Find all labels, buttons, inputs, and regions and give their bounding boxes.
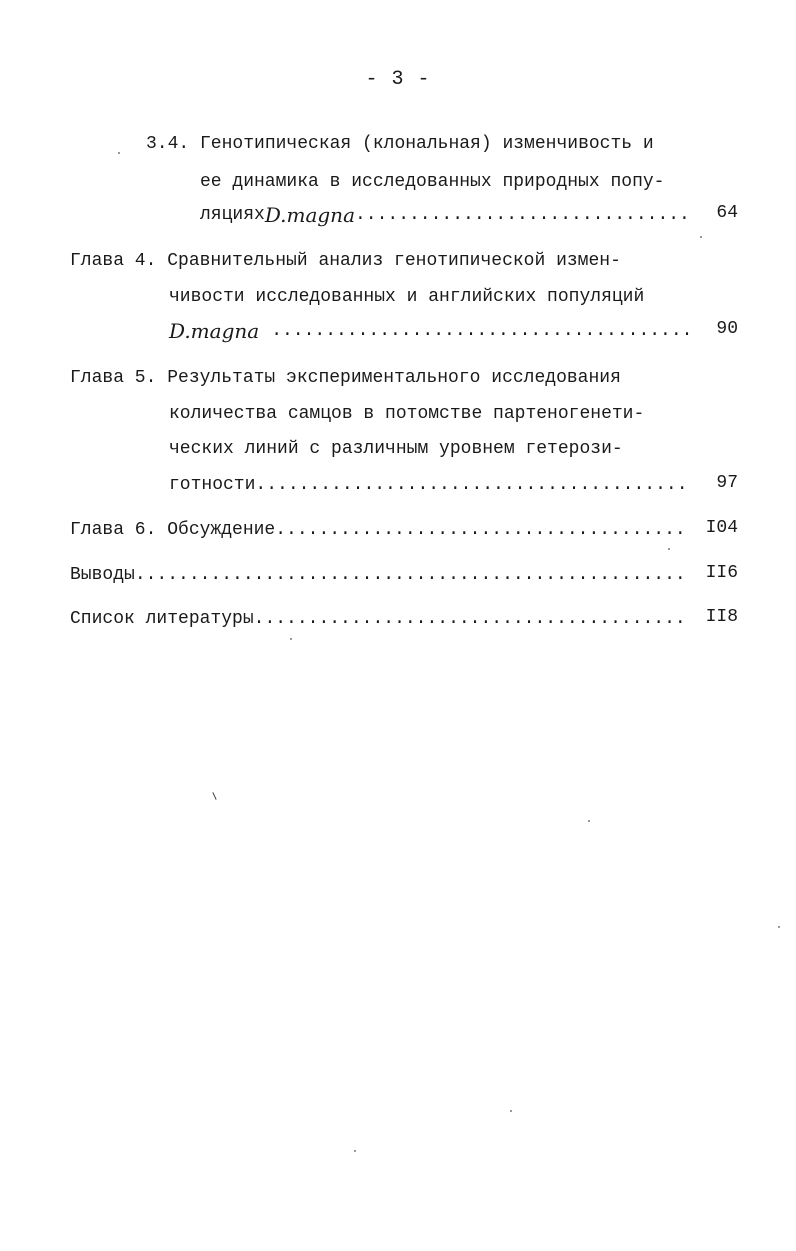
toc-section-3-4-line-3-text: ляциях bbox=[200, 205, 265, 225]
scan-speck bbox=[778, 926, 780, 928]
toc-references-page: II8 bbox=[705, 607, 738, 627]
toc-chapter-4-species: D.magna bbox=[169, 319, 260, 343]
toc-references bbox=[70, 606, 694, 630]
toc-leader-dots bbox=[275, 519, 690, 541]
toc-conclusions-text: Выводы bbox=[70, 565, 135, 585]
scan-speck bbox=[354, 1150, 356, 1152]
toc-chapter-4-line-1: Глава 4. Сравнительный анализ генотипической измен- bbox=[70, 251, 621, 271]
scan-speck bbox=[118, 152, 120, 154]
scan-speck bbox=[588, 820, 590, 822]
toc-chapter-6 bbox=[70, 517, 694, 541]
toc-chapter-5-page: 97 bbox=[716, 473, 738, 493]
toc-chapter-4-line-3 bbox=[169, 318, 694, 342]
toc-chapter-6-page: I04 bbox=[705, 518, 738, 538]
toc-chapter-5-line-2: количества самцов в потомстве партеногенети- bbox=[169, 404, 645, 424]
toc-leader-dots bbox=[254, 608, 690, 630]
scan-speck bbox=[510, 1110, 512, 1112]
toc-references-text: Список литературы bbox=[70, 609, 254, 629]
scan-speck bbox=[700, 236, 702, 238]
toc-chapter-4-page: 90 bbox=[716, 319, 738, 339]
toc-leader-dots bbox=[271, 320, 690, 342]
scan-speck bbox=[290, 638, 292, 640]
toc-chapter-5-line-3: ческих линий с различным уровнем гетерози- bbox=[169, 439, 623, 459]
toc-section-3-4-line-3 bbox=[200, 202, 694, 226]
scan-speck bbox=[668, 548, 670, 550]
toc-chapter-4-line-2: чивости исследованных и английских популяций bbox=[169, 287, 645, 307]
page-number: - 3 - bbox=[365, 68, 431, 91]
toc-leader-dots bbox=[135, 564, 690, 586]
toc-conclusions bbox=[70, 562, 694, 586]
toc-leader-dots bbox=[355, 204, 690, 226]
toc-section-3-4-line-1: 3.4. Генотипическая (клональная) изменчивость и bbox=[146, 134, 654, 154]
toc-leader-dots bbox=[255, 474, 690, 496]
toc-chapter-6-text: Глава 6. Обсуждение bbox=[70, 520, 276, 540]
scan-mark bbox=[212, 792, 216, 800]
toc-section-3-4-page: 64 bbox=[716, 203, 738, 223]
toc-section-3-4-line-2: ее динамика в исследованных природных попу- bbox=[200, 172, 665, 192]
toc-chapter-5-line-4 bbox=[169, 472, 694, 496]
toc-conclusions-page: II6 bbox=[705, 563, 738, 583]
toc-section-3-4-species: D.magna bbox=[264, 203, 355, 227]
toc-chapter-5-line-4-text: готности bbox=[169, 475, 256, 495]
toc-chapter-5-line-1: Глава 5. Результаты экспериментального исследования bbox=[70, 368, 621, 388]
